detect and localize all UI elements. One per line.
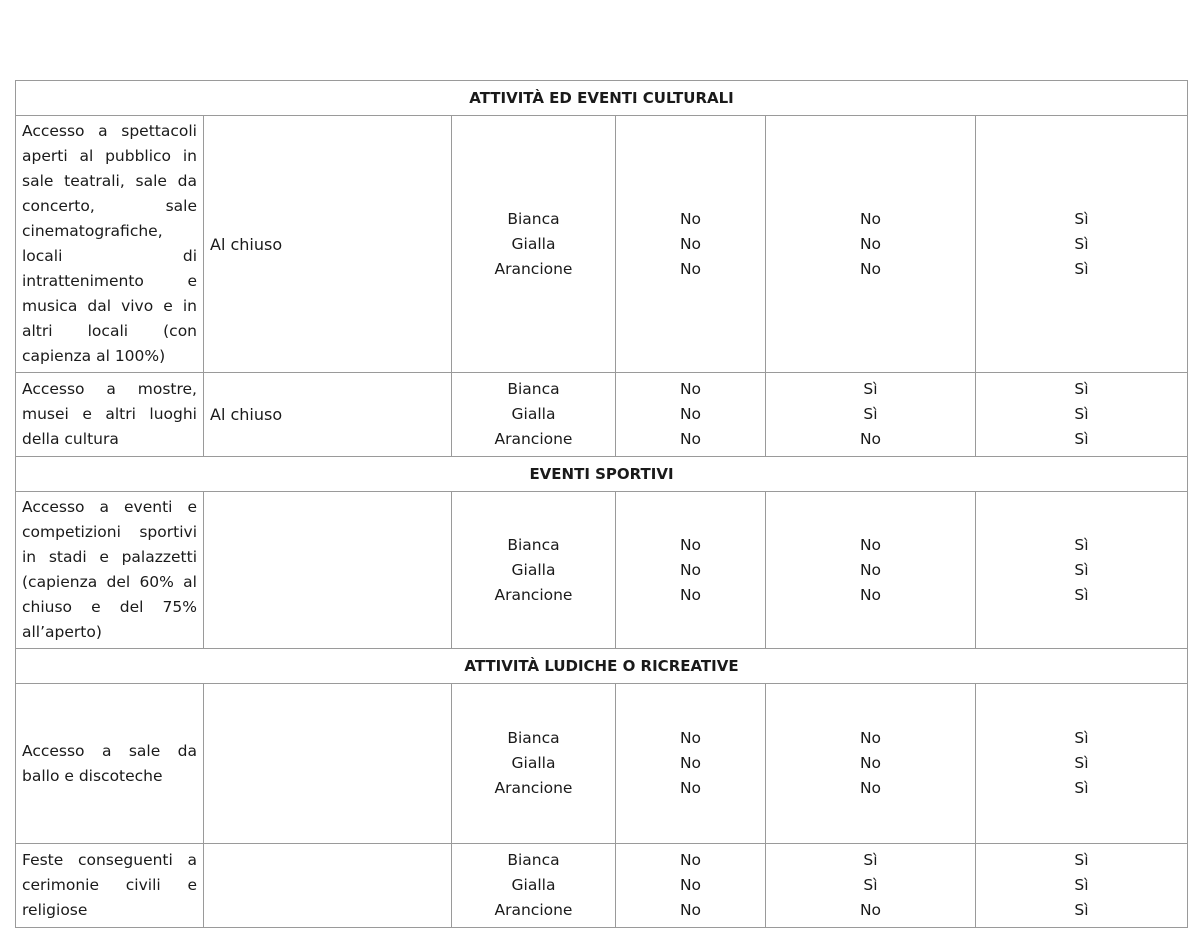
status-list-col3 [976,684,1188,844]
zone-label: Gialla [511,876,556,894]
zone-label: Bianca [507,535,560,554]
status-value: Sì [1074,535,1089,554]
activity-place [204,492,452,649]
zone-label: Gialla [511,560,556,579]
section-title: ATTIVITÀ LUDICHE O RICREATIVE [16,649,1188,684]
rules-table [15,80,1188,928]
activity-description: Accesso a mostre, musei e altri luoghi della cultura [16,373,204,457]
status-list-col2 [766,373,976,457]
status-value: No [679,234,702,253]
status-list-col1 [616,373,766,457]
status-value: No [859,259,882,278]
status-list-col2 [766,116,976,373]
status-list-col1 [616,492,766,649]
activity-row [16,116,1188,373]
status-value: No [859,901,882,919]
status-list-col2 [766,684,976,844]
zone-label: Gialla [511,405,556,423]
status-list-col3 [976,492,1188,649]
section-header-row [16,457,1188,492]
status-value: No [679,585,702,604]
status-value: No [859,585,882,604]
status-value: No [679,209,702,228]
status-value: Sì [1074,901,1089,919]
status-value: Sì [1074,209,1089,228]
status-list-col1 [616,116,766,373]
status-value: No [679,901,702,919]
zone-label: Bianca [507,729,560,747]
zone-label: Bianca [507,380,560,398]
zone-list [452,116,616,373]
status-value: Sì [1074,779,1089,797]
status-value: No [859,779,882,797]
status-value: No [679,851,702,869]
activity-place [204,844,452,928]
zone-label: Gialla [511,234,556,253]
status-value: Sì [1074,876,1089,894]
activity-description: Feste conseguenti a cerimonie civili e religiose [16,844,204,928]
zone-label: Arancione [494,259,573,278]
rules-table-body [16,81,1188,928]
status-value: Sì [1074,234,1089,253]
activity-description: Accesso a eventi e competizioni sportivi in stadi e palazzetti (capienza del 60% al chiuso e del 75% all’aperto) [16,492,204,649]
zone-list [452,373,616,457]
activity-row [16,373,1188,457]
status-list-col2 [766,492,976,649]
zone-label: Bianca [507,209,560,228]
status-value: No [859,535,882,554]
status-value: No [679,779,702,797]
zone-label: Gialla [511,754,556,772]
status-value: Sì [1074,560,1089,579]
status-list-col3 [976,116,1188,373]
zone-label: Arancione [494,585,573,604]
status-value: Sì [1074,851,1089,869]
status-value: No [859,754,882,772]
zone-label: Arancione [494,901,573,919]
status-value: No [859,729,882,747]
status-value: No [679,560,702,579]
status-value: No [859,430,882,448]
status-value: No [859,560,882,579]
section-title: ATTIVITÀ ED EVENTI CULTURALI [16,81,1188,116]
activity-description: Accesso a sale da ballo e discoteche [16,684,204,844]
status-value: Sì [1074,259,1089,278]
section-header-row [16,649,1188,684]
activity-row [16,492,1188,649]
activity-row [16,844,1188,928]
status-value: No [679,729,702,747]
activity-place: Al chiuso [204,373,452,457]
zone-label: Arancione [494,779,573,797]
zone-list [452,684,616,844]
status-list-col3 [976,844,1188,928]
status-list-col3 [976,373,1188,457]
status-value: Sì [1074,405,1089,423]
status-list-col2 [766,844,976,928]
zone-list [452,492,616,649]
status-value: No [679,405,702,423]
status-value: Sì [863,851,878,869]
activity-place [204,684,452,844]
activity-place: Al chiuso [204,116,452,373]
status-value: No [679,430,702,448]
status-list-col1 [616,844,766,928]
status-value: No [859,234,882,253]
status-value: Sì [1074,380,1089,398]
status-value: Sì [863,380,878,398]
section-title: EVENTI SPORTIVI [16,457,1188,492]
zone-list [452,844,616,928]
status-value: Sì [863,876,878,894]
activity-row [16,684,1188,844]
status-value: No [679,259,702,278]
status-value: No [859,209,882,228]
status-value: No [679,754,702,772]
status-value: Sì [1074,585,1089,604]
status-list-col1 [616,684,766,844]
status-value: No [679,876,702,894]
status-value: Sì [1074,729,1089,747]
section-header-row [16,81,1188,116]
zone-label: Bianca [507,851,560,869]
status-value: No [679,380,702,398]
zone-label: Arancione [494,430,573,448]
status-value: Sì [1074,430,1089,448]
status-value: No [679,535,702,554]
status-value: Sì [1074,754,1089,772]
activity-description: Accesso a spettacoli aperti al pubblico in sale teatrali, sale da concerto, sale cinematografiche, locali di intrattenimento e musica dal vivo e in altri locali (con capienza al 100%) [16,116,204,373]
status-value: Sì [863,405,878,423]
